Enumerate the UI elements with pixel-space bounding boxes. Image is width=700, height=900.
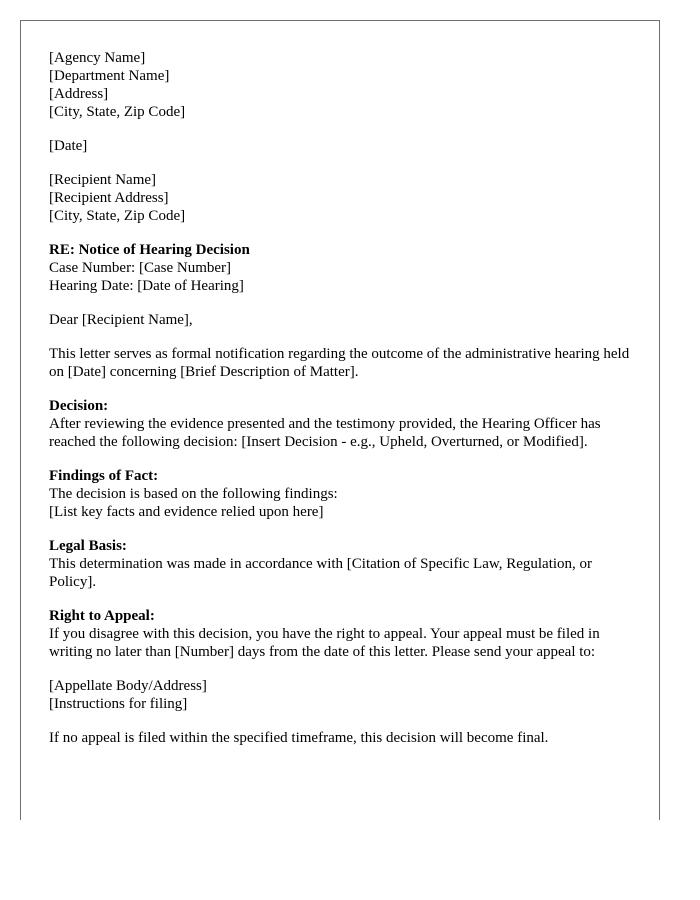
agency-name: [Agency Name] (49, 50, 146, 66)
subject-block (49, 241, 634, 295)
appeal-text: If you disagree with this decision, you have the right to appeal. Your appeal must be filed in writing no later than [Number] days from the date of this letter. Please send your appeal to: (49, 626, 600, 660)
salutation-block (49, 311, 634, 329)
letter-page (20, 20, 660, 820)
hearing-date: Hearing Date: [Date of Hearing] (49, 278, 244, 294)
recipient-name: [Recipient Name] (49, 172, 157, 188)
decision-section (49, 397, 634, 451)
sender-block (49, 49, 634, 121)
intro-paragraph (49, 345, 634, 381)
legal-basis-heading: Legal Basis: (49, 538, 127, 554)
date-block (49, 137, 634, 155)
case-number: Case Number: [Case Number] (49, 260, 232, 276)
closing-note-block (49, 729, 634, 747)
findings-line-2: [List key facts and evidence relied upon here] (49, 504, 324, 520)
recipient-city-state-zip: [City, State, Zip Code] (49, 208, 186, 224)
findings-heading: Findings of Fact: (49, 468, 159, 484)
appeal-heading: Right to Appeal: (49, 608, 155, 624)
closing-note: If no appeal is filed within the specified timeframe, this decision will become final. (49, 730, 549, 746)
subject-line: RE: Notice of Hearing Decision (49, 242, 250, 258)
legal-basis-text: This determination was made in accordance with [Citation of Specific Law, Regulation, or Policy]. (49, 556, 593, 590)
intro-text: This letter serves as formal notification regarding the outcome of the administrative hearing held on [Date] concerning [Brief Description of Matter]. (49, 346, 630, 380)
salutation: Dear [Recipient Name], (49, 312, 193, 328)
decision-text: After reviewing the evidence presented and the testimony provided, the Hearing Officer has reached the following decision: [Insert Decision - e.g., Upheld, Overturned, or Modified]. (49, 416, 601, 450)
legal-basis-section (49, 537, 634, 591)
recipient-address: [Recipient Address] (49, 190, 169, 206)
appeal-destination-block (49, 677, 634, 713)
sender-city-state-zip: [City, State, Zip Code] (49, 104, 186, 120)
recipient-block (49, 171, 634, 225)
letter-date: [Date] (49, 138, 88, 154)
letter-body (49, 49, 634, 763)
decision-heading: Decision: (49, 398, 109, 414)
appeal-section (49, 607, 634, 661)
appellate-body: [Appellate Body/Address] (49, 678, 207, 694)
findings-line-1: The decision is based on the following findings: (49, 486, 338, 502)
findings-section (49, 467, 634, 521)
department-name: [Department Name] (49, 68, 170, 84)
filing-instructions: [Instructions for filing] (49, 696, 188, 712)
sender-address: [Address] (49, 86, 109, 102)
